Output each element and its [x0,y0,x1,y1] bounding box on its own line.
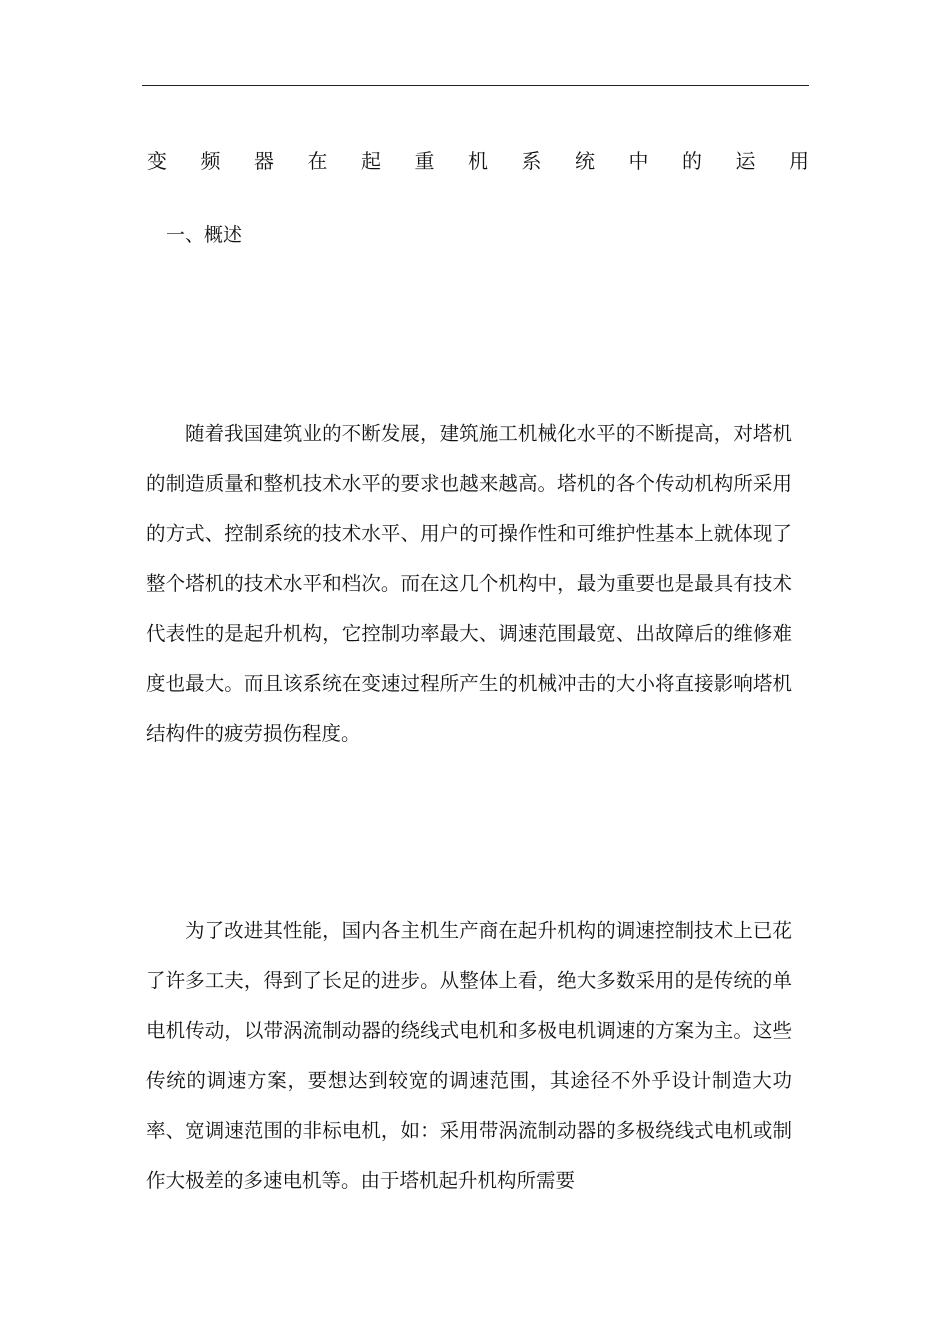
title-char: 运 [735,149,756,173]
title-char: 频 [200,149,221,173]
header-rule [142,85,809,86]
title-char: 中 [628,149,649,173]
title-char: 器 [254,149,274,173]
title-char: 机 [468,149,488,173]
title-char: 变 [147,149,167,173]
body-paragraph: 随着我国建筑业的不断发展，建筑施工机械化水平的不断提高，对塔机的制造质量和整机技术水平的要求也越来越高。塔机的各个传动机构所采用的方式、控制系统的技术水平、用户的可操作性和可维护性基本上就体现了整个塔机的技术水平和档次。而在这几个机构中，最为重要也是最具有技术代表性的是起升机构，它控制功率最大、调速范围最宽、出故障后的维修难度也最大。而且该系统在变速过程所产生的机械冲击的大小将直接影响塔机结构件的疲劳损伤程度。 [146,422,792,745]
section-heading: 一、概述 [166,224,243,246]
document-title [146,145,810,177]
title-char: 在 [307,149,328,173]
title-char: 用 [789,149,809,173]
title-char: 统 [575,149,595,173]
title-char: 系 [521,149,542,173]
body-paragraph: 为了改进其性能，国内各主机生产商在起升机构的调速控制技术上已花了许多工夫，得到了长足的进步。从整体上看，绝大多数采用的是传统的单电机传动，以带涡流制动器的绕线式电机和多极电机调速的方案为主。这些传统的调速方案，要想达到较宽的调速范围，其途径不外乎设计制造大功率、宽调速范围的非标电机，如：采用带涡流制动器的多极绕线式电机或制作大极差的多速电机等。由于塔机起升机构所需要 [146,919,792,1192]
title-char: 重 [414,149,435,173]
title-char: 起 [361,149,381,173]
title-char: 的 [682,149,702,173]
